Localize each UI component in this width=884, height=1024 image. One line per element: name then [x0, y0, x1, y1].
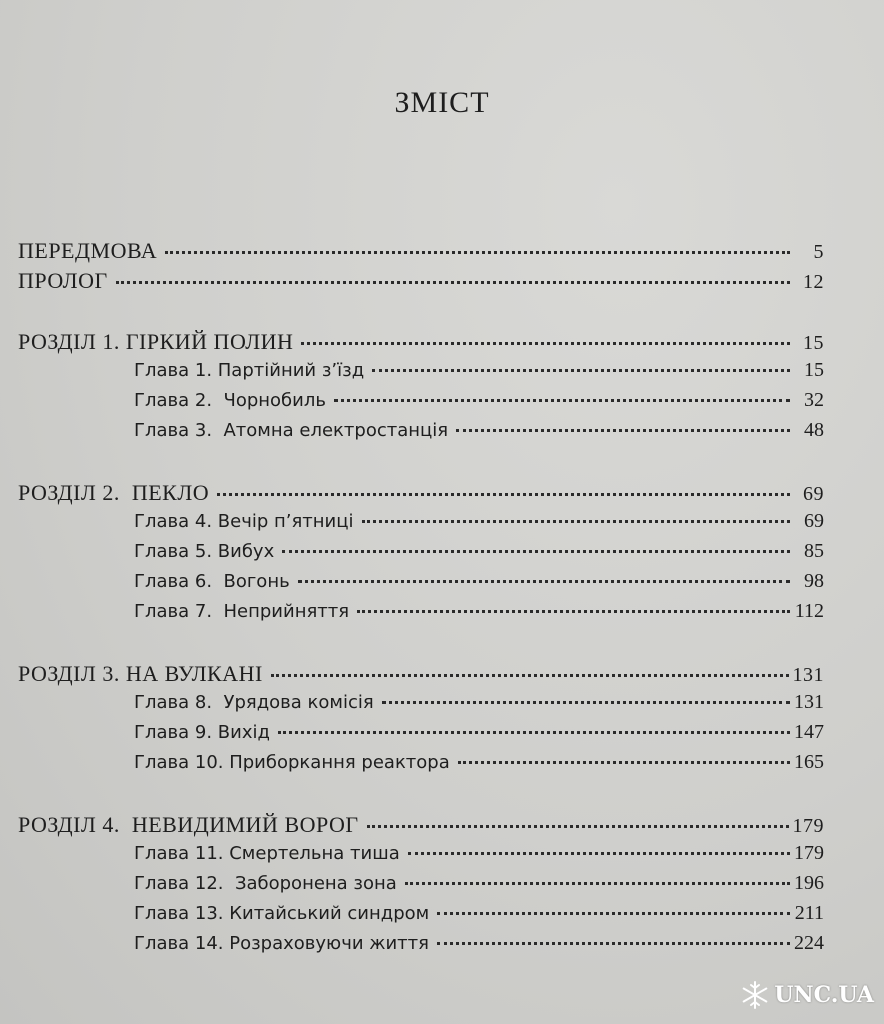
- toc-chapter-10: [18, 751, 824, 781]
- toc-chapter-label: Глава 8. Урядова комісія: [134, 692, 374, 713]
- toc-entry-prologue: [18, 268, 824, 298]
- toc-chapter-page: 69: [804, 510, 824, 532]
- toc-chapter-page: 165: [794, 751, 824, 773]
- dot-leader: [367, 825, 789, 828]
- dot-leader: [116, 281, 790, 284]
- dot-leader: [298, 580, 790, 583]
- toc-section-page: 69: [803, 483, 824, 505]
- toc-section-label: РОЗДІЛ 1. ГІРКИЙ ПОЛИН: [18, 329, 294, 354]
- toc-chapter-label: Глава 5. Вибух: [134, 541, 275, 562]
- toc-chapter-label: Глава 13. Китайський синдром: [134, 903, 430, 924]
- toc-chapter-3: [18, 419, 824, 449]
- toc-chapter-page: 211: [794, 902, 824, 924]
- dot-leader: [301, 342, 790, 345]
- toc-chapter-13: [18, 902, 824, 932]
- watermark: [740, 980, 874, 1010]
- toc-chapter-5: [18, 540, 824, 570]
- toc-chapter-label: Глава 10. Приборкання реактора: [134, 752, 450, 773]
- dot-leader: [437, 912, 790, 915]
- toc-chapter-label: Глава 1. Партійний з’їзд: [134, 360, 365, 381]
- toc-section-page: 131: [792, 664, 824, 686]
- toc-section-page: 15: [803, 332, 824, 354]
- toc-chapter-page: 224: [794, 932, 824, 954]
- toc-chapter-label: Глава 3. Атомна електростанція: [134, 420, 449, 441]
- toc-chapter-label: Глава 7. Неприйняття: [134, 601, 350, 622]
- toc-entry-label: ПРОЛОГ: [18, 268, 108, 293]
- dot-leader: [278, 731, 790, 734]
- dot-leader: [372, 369, 790, 372]
- toc-entry-label: ПЕРЕДМОВА: [18, 238, 158, 263]
- toc-chapter-label: Глава 12. Заборонена зона: [134, 873, 397, 894]
- toc-entry-preface: [18, 238, 824, 268]
- toc-chapter-8: [18, 691, 824, 721]
- table-of-contents: [18, 238, 824, 962]
- dot-leader: [282, 550, 790, 553]
- dot-leader: [357, 610, 790, 613]
- toc-section-label: РОЗДІЛ 2. ПЕКЛО: [18, 480, 210, 505]
- dot-leader: [271, 674, 789, 677]
- toc-chapter-1: [18, 359, 824, 389]
- toc-chapter-12: [18, 872, 824, 902]
- dot-leader: [165, 251, 790, 254]
- dot-leader: [437, 942, 790, 945]
- toc-chapter-page: 48: [804, 419, 824, 441]
- toc-section-1: [18, 329, 824, 359]
- toc-chapter-9: [18, 721, 824, 751]
- snowflake-icon: [740, 980, 770, 1010]
- dot-leader: [362, 520, 791, 523]
- toc-chapter-page: 98: [804, 570, 824, 592]
- toc-chapter-label: Глава 11. Смертельна тиша: [134, 843, 400, 864]
- dot-leader: [334, 399, 790, 402]
- dot-leader: [217, 493, 790, 496]
- dot-leader: [382, 701, 790, 704]
- toc-chapter-page: 32: [804, 389, 824, 411]
- toc-chapter-2: [18, 389, 824, 419]
- toc-entry-page: 5: [813, 241, 824, 263]
- page-title: ЗМІСТ: [394, 86, 490, 119]
- toc-chapter-page: 196: [794, 872, 824, 894]
- toc-chapter-page: 85: [804, 540, 824, 562]
- toc-chapter-4: [18, 510, 824, 540]
- watermark-text: UNC.UA: [774, 982, 874, 1008]
- toc-chapter-label: Глава 9. Вихід: [134, 722, 270, 743]
- toc-section-label: РОЗДІЛ 3. НА ВУЛКАНІ: [18, 661, 263, 686]
- toc-section-3: [18, 661, 824, 691]
- dot-leader: [458, 761, 790, 764]
- toc-chapter-6: [18, 570, 824, 600]
- toc-chapter-page: 179: [794, 842, 824, 864]
- toc-chapter-label: Глава 2. Чорнобиль: [134, 390, 326, 411]
- toc-chapter-11: [18, 842, 824, 872]
- toc-chapter-label: Глава 4. Вечір п’ятниці: [134, 511, 354, 532]
- toc-section-page: 179: [792, 815, 824, 837]
- dot-leader: [405, 882, 790, 885]
- toc-chapter-page: 112: [794, 600, 824, 622]
- dot-leader: [456, 429, 790, 432]
- toc-chapter-14: [18, 932, 824, 962]
- toc-entry-page: 12: [803, 271, 824, 293]
- toc-chapter-page: 15: [804, 359, 824, 381]
- dot-leader: [408, 852, 790, 855]
- toc-chapter-label: Глава 6. Вогонь: [134, 571, 290, 592]
- toc-chapter-page: 131: [794, 691, 824, 713]
- toc-chapter-7: [18, 600, 824, 630]
- toc-section-4: [18, 812, 824, 842]
- toc-chapter-page: 147: [794, 721, 824, 743]
- toc-section-label: РОЗДІЛ 4. НЕВИДИМИЙ ВОРОГ: [18, 812, 359, 837]
- toc-chapter-label: Глава 14. Розраховуючи життя: [134, 933, 429, 954]
- toc-section-2: [18, 480, 824, 510]
